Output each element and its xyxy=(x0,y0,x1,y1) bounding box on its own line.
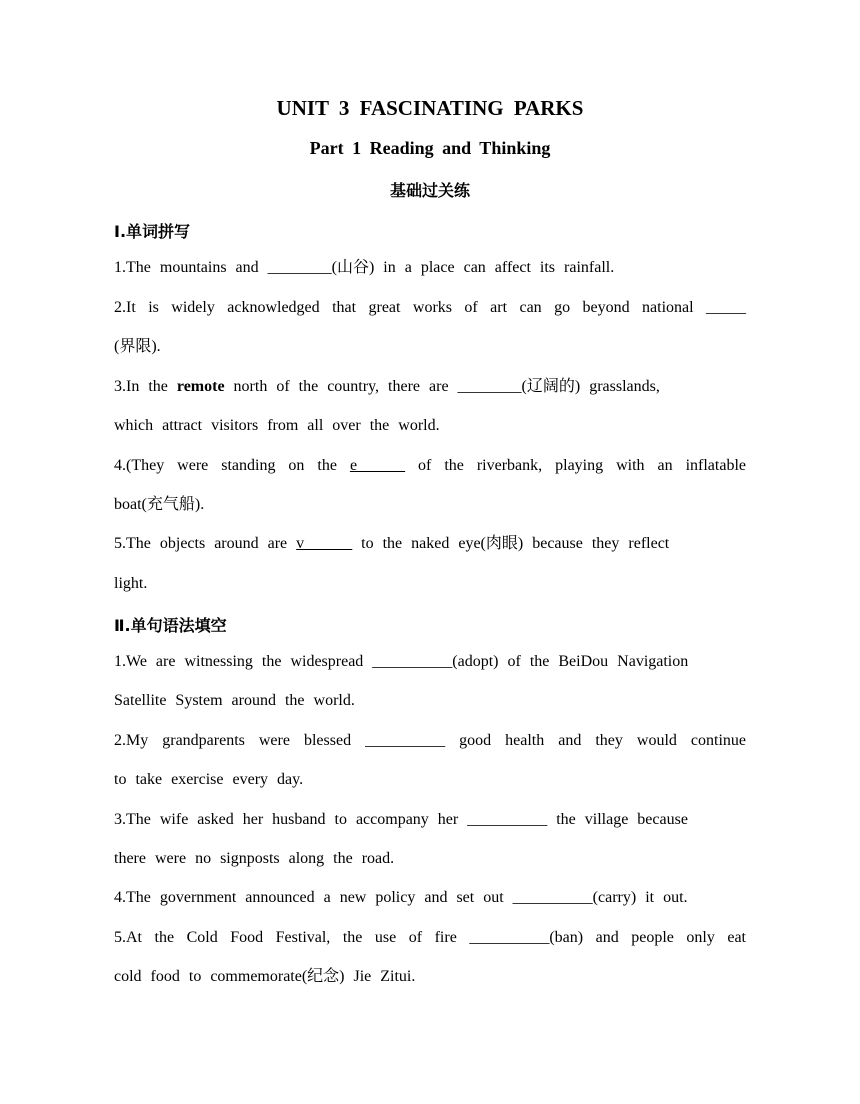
exercise-subtitle: 基础过关练 xyxy=(389,181,470,200)
s1-question-5-line-2: light. xyxy=(114,575,148,592)
s1-question-4-line-1 xyxy=(114,456,746,476)
s2-question-3-line-1: 3.The wife asked her husband to accompany her __________ the village because xyxy=(114,811,688,828)
s2-question-2-line-1: 2.My grandparents were blessed __________ good health and they would continue xyxy=(114,732,746,749)
q5-blank: v______ xyxy=(296,535,353,552)
s2-question-3-line-2: there were no signposts along the road. xyxy=(114,850,395,867)
section-2-heading: Ⅱ.单句语法填空 xyxy=(114,616,227,635)
s1-question-2-line-2: (界限). xyxy=(114,338,161,355)
q4-prefix: 4.(They were standing on the xyxy=(114,457,350,474)
section-1-heading: Ⅰ.单词拼写 xyxy=(114,222,191,241)
part-title: Part 1 Reading and Thinking xyxy=(309,138,551,158)
s2-question-1-line-2: Satellite System around the world. xyxy=(114,692,355,709)
s2-question-5-line-2: cold food to commemorate(纪念) Jie Zitui. xyxy=(114,968,416,985)
s1-question-3-line-2: which attract visitors from all over the world. xyxy=(114,417,440,434)
s2-question-4-line-1: 4.The government announced a new policy and set out __________(carry) it out. xyxy=(114,889,688,906)
q4-blank: e______ xyxy=(349,457,406,474)
q3-suffix: north of the country, there are ________(辽阔的) grasslands, xyxy=(224,378,660,395)
s1-question-2-line-1: 2.It is widely acknowledged that great works of art can go beyond national _____ xyxy=(114,299,746,316)
s1-question-5-line-1 xyxy=(114,534,669,554)
s1-question-1: 1.The mountains and ________(山谷) in a place can affect its rainfall. xyxy=(114,259,615,276)
s1-question-3-line-1 xyxy=(114,377,660,397)
s2-question-1-line-1: 1.We are witnessing the widespread __________(adopt) of the BeiDou Navigation xyxy=(114,653,689,670)
q3-bold-word: remote xyxy=(176,378,225,395)
unit-title: UNIT 3 FASCINATING PARKS xyxy=(276,96,584,120)
q5-prefix: 5.The objects around are xyxy=(114,535,297,552)
q4-suffix: of the riverbank, playing with an inflatable xyxy=(405,457,746,474)
q5-suffix: to the naked eye(肉眼) because they reflect xyxy=(352,535,670,552)
q3-prefix: 3.In the xyxy=(114,378,177,395)
s1-question-4-line-2: boat(充气船). xyxy=(114,496,205,513)
s2-question-5-line-1: 5.At the Cold Food Festival, the use of fire __________(ban) and people only eat xyxy=(114,929,746,946)
s2-question-2-line-2: to take exercise every day. xyxy=(114,771,304,788)
